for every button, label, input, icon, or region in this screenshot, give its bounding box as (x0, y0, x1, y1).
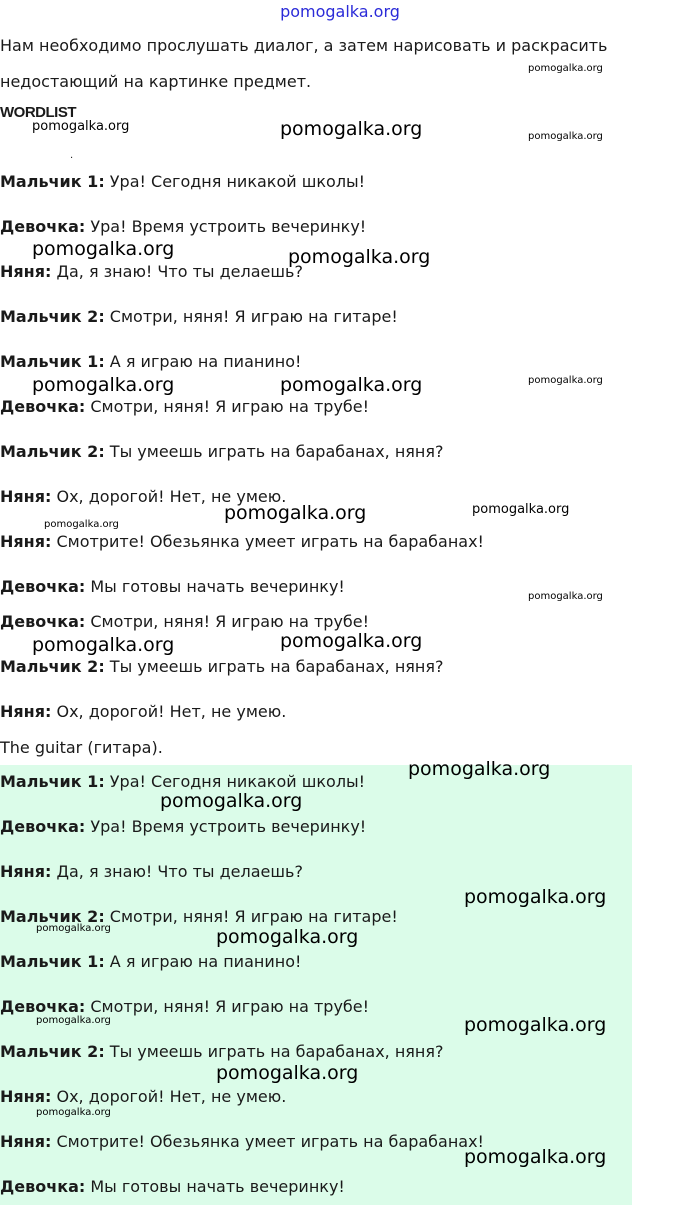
speaker: Мальчик 2: (0, 1042, 105, 1061)
line-text: Ты умеешь играть на барабанах, няня? (104, 1042, 444, 1061)
speaker: Няня: (0, 1132, 52, 1151)
watermark: pomogalka.org (32, 374, 175, 396)
line-text: Ура! Сегодня никакой школы! (104, 172, 366, 191)
watermark: pomogalka.org (408, 758, 551, 780)
watermark: pomogalka.org (32, 238, 175, 260)
dialogue-line (0, 307, 398, 326)
watermark: pomogalka.org (528, 131, 603, 142)
speaker: Няня: (0, 532, 52, 551)
dialogue-line (0, 1177, 345, 1196)
dialogue-line (0, 172, 365, 191)
speaker: Девочка: (0, 1177, 86, 1196)
dialogue-line (0, 1042, 444, 1061)
line-text: Ура! Время устроить вечеринку! (85, 817, 367, 836)
dialogue-line (0, 397, 369, 416)
line-text: Смотрите! Обезьянка умеет играть на барабанах! (51, 532, 484, 551)
watermark: pomogalka.org (36, 1015, 111, 1026)
speaker: Мальчик 1: (0, 172, 105, 191)
dialogue-line (0, 577, 345, 596)
dialogue-line (0, 262, 303, 281)
watermark: pomogalka.org (36, 1107, 111, 1118)
dialogue-line (0, 532, 484, 551)
dialogue-line (0, 442, 444, 461)
dialogue-line (0, 352, 301, 371)
watermark: pomogalka.org (280, 374, 423, 396)
watermark: pomogalka.org (464, 1014, 607, 1036)
watermark: pomogalka.org (528, 375, 603, 386)
line-text: Ура! Сегодня никакой школы! (104, 772, 366, 791)
watermark: pomogalka.org (44, 519, 119, 530)
watermark: pomogalka.org (464, 886, 607, 908)
line-text: Смотри, няня! Я играю на трубе! (85, 997, 370, 1016)
dialogue-line (0, 862, 303, 881)
line-text: Ты умеешь играть на барабанах, няня? (104, 657, 444, 676)
speaker: Мальчик 2: (0, 907, 105, 926)
speaker: Мальчик 2: (0, 657, 105, 676)
dialogue-line (0, 657, 444, 676)
watermark: pomogalka.org (280, 630, 423, 652)
speaker: Мальчик 1: (0, 352, 105, 371)
dialogue-line (0, 997, 369, 1016)
line-text: Смотри, няня! Я играю на гитаре! (104, 907, 398, 926)
speaker: Девочка: (0, 217, 86, 236)
stray-dot: . (70, 150, 74, 161)
line-text: Да, я знаю! Что ты делаешь? (51, 262, 303, 281)
line-text: Ох, дорогой! Нет, не умею. (51, 1087, 287, 1106)
watermark: pomogalka.org (216, 926, 359, 948)
line-text: Смотри, няня! Я играю на трубе! (85, 397, 370, 416)
speaker: Няня: (0, 1087, 52, 1106)
speaker: Девочка: (0, 577, 86, 596)
watermark: pomogalka.org (224, 502, 367, 524)
speaker: Няня: (0, 487, 52, 506)
watermark: pomogalka.org (36, 923, 111, 934)
watermark: pomogalka.org (32, 119, 130, 134)
speaker: Девочка: (0, 612, 86, 631)
line-text: Ох, дорогой! Нет, не умею. (51, 702, 287, 721)
speaker: Мальчик 2: (0, 307, 105, 326)
dialogue-line (0, 612, 369, 631)
line-text: Смотрите! Обезьянка умеет играть на барабанах! (51, 1132, 484, 1151)
watermark: pomogalka.org (160, 790, 303, 812)
dialogue-line (0, 772, 365, 791)
watermark: pomogalka.org (528, 591, 603, 602)
watermark: pomogalka.org (32, 634, 175, 656)
dialogue-line (0, 1087, 286, 1106)
intro-text: Нам необходимо прослушать диалог, а затем нарисовать и раскрасить недостающий на картинке предмет. (0, 36, 608, 91)
speaker: Девочка: (0, 397, 86, 416)
speaker: Девочка: (0, 997, 86, 1016)
dialogue-line (0, 702, 286, 721)
speaker: Няня: (0, 262, 52, 281)
dialogue-line (0, 952, 301, 971)
watermark: pomogalka.org (472, 502, 570, 517)
speaker: Мальчик 1: (0, 952, 105, 971)
line-text: Мы готовы начать вечеринку! (85, 577, 345, 596)
watermark: pomogalka.org (216, 1062, 359, 1084)
speaker: Няня: (0, 702, 52, 721)
dialogue-line (0, 217, 366, 236)
line-text: Да, я знаю! Что ты делаешь? (51, 862, 303, 881)
line-text: Мы готовы начать вечеринку! (85, 1177, 345, 1196)
line-text: Ты умеешь играть на барабанах, няня? (104, 442, 444, 461)
top-watermark: pomogalka.org (280, 2, 400, 21)
wordlist-heading: WORDLIST (0, 104, 76, 121)
line-text: Ура! Время устроить вечеринку! (85, 217, 367, 236)
speaker: Няня: (0, 862, 52, 881)
watermark: pomogalka.org (288, 246, 431, 268)
speaker: Мальчик 2: (0, 442, 105, 461)
dialogue-line (0, 817, 366, 836)
line-text: А я играю на пианино! (104, 352, 302, 371)
answer-text: The guitar (гитара). (0, 738, 163, 757)
line-text: А я играю на пианино! (104, 952, 302, 971)
watermark: pomogalka.org (464, 1146, 607, 1168)
line-text: Смотри, няня! Я играю на трубе! (85, 612, 370, 631)
dialogue-line (0, 1132, 484, 1151)
speaker: Девочка: (0, 817, 86, 836)
line-text: Ох, дорогой! Нет, не умею. (51, 487, 287, 506)
speaker: Мальчик 1: (0, 772, 105, 791)
watermark: pomogalka.org (528, 63, 603, 74)
line-text: Смотри, няня! Я играю на гитаре! (104, 307, 398, 326)
watermark: pomogalka.org (280, 118, 423, 140)
